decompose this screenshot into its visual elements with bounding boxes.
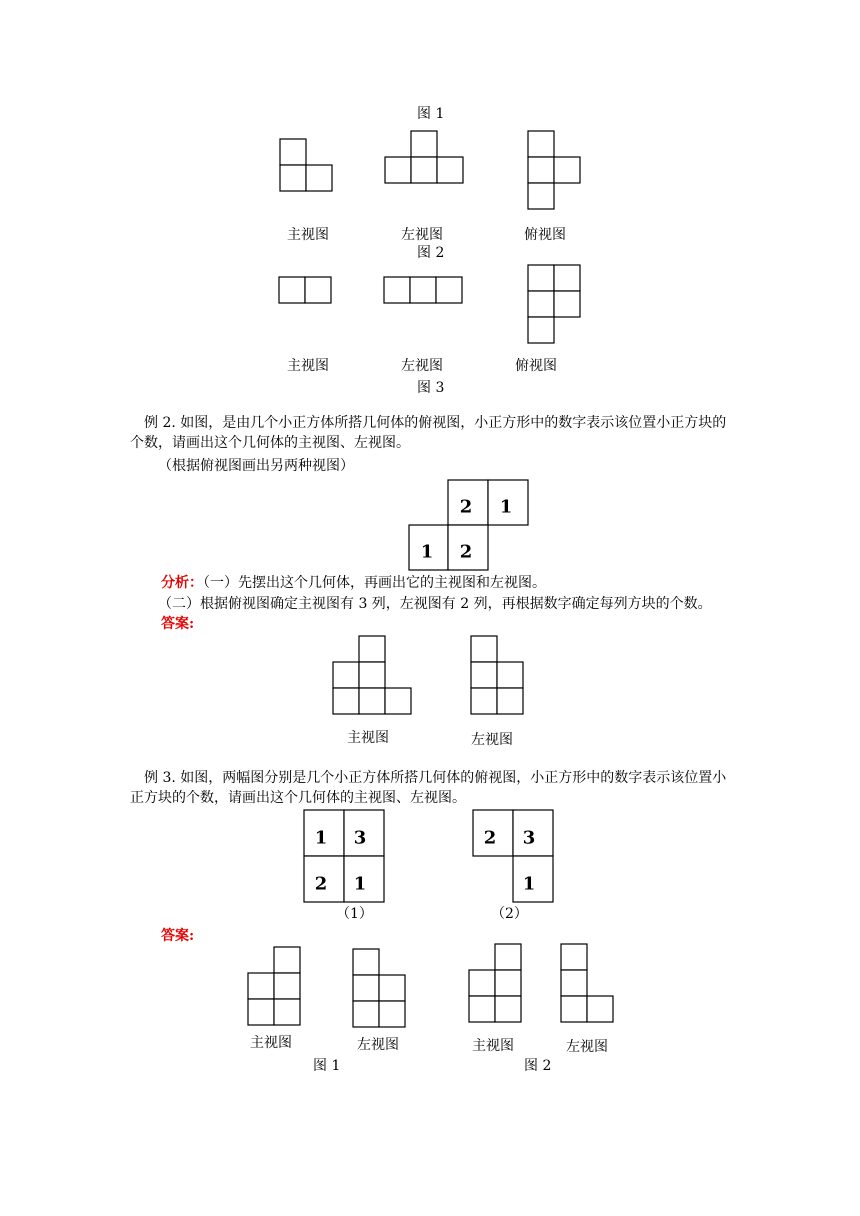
fig1-left-view [385,131,465,185]
example2-text: 例 2. 如图，是由几个小正方体所搭几何体的俯视图，小正方形中的数字表示该位置小正方块的个数，请画出这个几何体的主视图、左视图。 [130,415,727,451]
example3-answer1-label-front: 主视图 [250,1035,292,1051]
example3-subcaption-1: （1） [336,906,373,922]
example3-answer-caption-1: 图 1 [313,1058,341,1074]
example3-grid1-number: 1 [314,827,328,849]
fig2-label-top: 俯视图 [515,358,557,374]
example2-answer-front-view [333,636,415,718]
example3-grid-2 [473,810,555,904]
example3-text: 例 3. 如图，两幅图分别是几个小正方体所搭几何体的俯视图，小正方形中的数字表示该位置小正方块的个数，请画出这个几何体的主视图、左视图。 [130,770,727,806]
example3-answer-caption-2: 图 2 [524,1058,552,1074]
fig1-label-front: 主视图 [287,227,329,243]
example2-grid-number: 2 [459,496,473,518]
example3-grid2-number: 3 [522,827,536,849]
example3-answer2-left-view [561,944,617,1026]
example3-answer2-label-front: 主视图 [472,1038,514,1054]
example3-answer2-front-view [469,944,525,1026]
example2-grid-number: 1 [499,496,513,518]
fig1-caption: 图 1 [417,106,445,122]
fig2-caption: 图 2 [417,245,445,261]
example2-answer-label-left: 左视图 [471,732,513,748]
example2-top-view-grid [409,480,531,572]
example3-answer1-left-view [353,949,409,1031]
fig2-label-left: 左视图 [401,358,443,374]
example3-grid-1 [304,810,386,904]
fig2-label-front: 主视图 [287,358,329,374]
example2-grid-number: 1 [420,541,434,563]
example3-grid2-number: 1 [522,873,536,895]
analysis-label: 分析： [161,575,203,591]
fig2-top-view [528,265,582,345]
example3-grid1-number: 2 [314,873,328,895]
fig1-top-view [528,131,582,211]
example2-note: （根据俯视图画出另两种视图） [158,458,354,474]
fig1-label-left: 左视图 [401,227,443,243]
example3-answer1-front-view [248,947,304,1029]
fig1-label-top: 俯视图 [524,227,566,243]
example3-grid1-number: 3 [353,827,367,849]
example3-grid2-number: 2 [483,827,497,849]
example3-answer2-label-left: 左视图 [566,1039,608,1055]
example2-analysis-line2: （二）根据俯视图确定主视图有 3 列，左视图有 2 列，再根据数字确定每列方块的个数。 [158,596,712,612]
fig3-caption: 图 3 [417,380,445,396]
example2-answer-label-front: 主视图 [347,730,389,746]
fig2-left-view [384,277,464,305]
fig2-front-view [279,277,333,305]
example2-analysis-line1 [161,573,546,593]
example3-subcaption-2: （2） [491,906,528,922]
example3-answer-label: 答案: [161,928,195,944]
fig1-front-view [280,139,334,193]
example2-grid-number: 2 [459,541,473,563]
analysis-text-1: （一）先摆出这个几何体，再画出它的主视图和左视图。 [203,575,546,591]
example3-answer1-label-left: 左视图 [357,1037,399,1053]
example3-grid1-number: 1 [353,873,367,895]
example2-answer-label: 答案: [161,616,195,632]
example2-answer-left-view [471,636,527,718]
